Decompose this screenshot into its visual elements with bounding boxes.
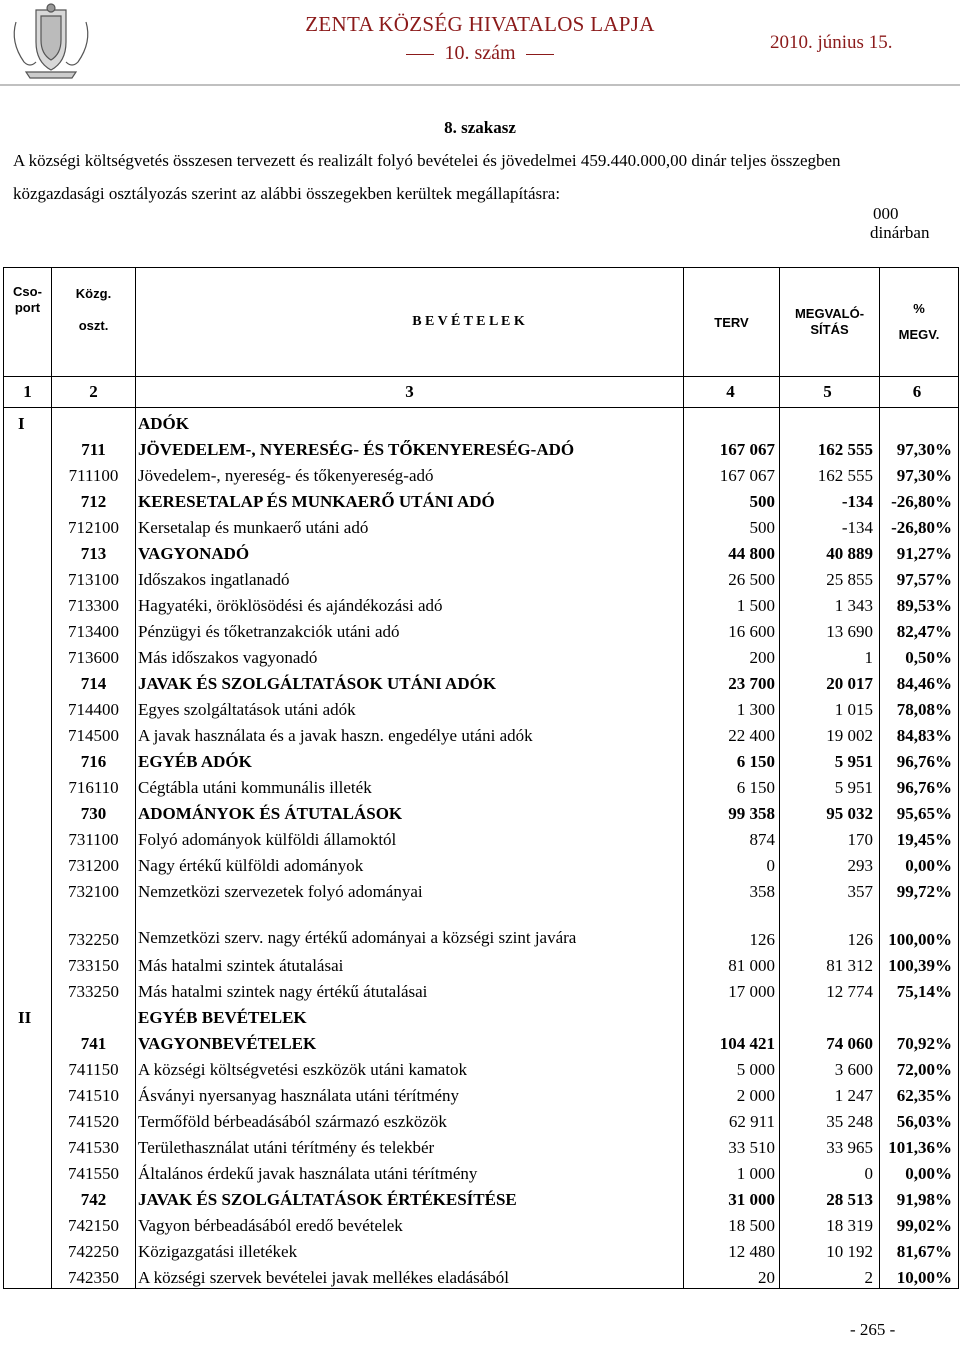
col-header-plan-label: TERV	[714, 314, 749, 330]
row-realized: 12 774	[780, 976, 880, 1002]
row-name: Kersetalap és munkaerő utáni adó	[136, 512, 684, 538]
row-group	[4, 1080, 52, 1106]
row-plan: 500	[684, 486, 780, 512]
row-code: 732250	[52, 902, 136, 950]
table-row	[4, 1080, 959, 1106]
row-percent: 81,67%	[896, 1242, 952, 1261]
row-group: II	[4, 1002, 52, 1028]
issue-dash-right	[526, 54, 554, 55]
row-group	[4, 950, 52, 976]
row-name: A községi költségvetési eszközök utáni kamatok	[136, 1054, 684, 1080]
row-plan: 16 600	[684, 616, 780, 642]
row-name: Nagy értékű külföldi adományok	[136, 850, 684, 876]
row-code: 733250	[52, 976, 136, 1002]
table-row	[4, 486, 959, 512]
table-row	[4, 616, 959, 642]
row-percent: 100,39%	[888, 956, 952, 975]
col-header-group: Cso- port	[4, 268, 52, 377]
row-realized: 33 965	[780, 1132, 880, 1158]
row-group	[4, 668, 52, 694]
row-name: VAGYONADÓ	[136, 538, 684, 564]
row-percent: 100,00%	[888, 930, 952, 949]
row-realized: 25 855	[780, 564, 880, 590]
row-realized: 357	[780, 876, 880, 902]
row-plan: 26 500	[684, 564, 780, 590]
row-code: 741510	[52, 1080, 136, 1106]
row-group	[4, 642, 52, 668]
row-percent: 72,00%	[896, 1060, 952, 1079]
row-name: VAGYONBEVÉTELEK	[136, 1028, 684, 1054]
row-plan: 358	[684, 876, 780, 902]
row-realized: 170	[780, 824, 880, 850]
row-name: JAVAK ÉS SZOLGÁLTATÁSOK UTÁNI ADÓK	[136, 668, 684, 694]
table-row	[4, 824, 959, 850]
row-code: 711100	[52, 460, 136, 486]
row-plan: 200	[684, 642, 780, 668]
row-group	[4, 538, 52, 564]
table-row	[4, 746, 959, 772]
table-row	[4, 642, 959, 668]
table-row	[4, 408, 959, 435]
row-name: Nemzetközi szervezetek folyó adományai	[136, 876, 684, 902]
row-name: ADÓK	[136, 408, 684, 435]
row-name: Vagyon bérbeadásából eredő bevételek	[136, 1210, 684, 1236]
col-header-plan	[684, 268, 780, 377]
row-code: 742350	[52, 1262, 136, 1289]
row-plan: 33 510	[684, 1132, 780, 1158]
issue-label: 10. szám	[444, 42, 516, 64]
row-percent: 97,30%	[896, 466, 952, 485]
row-name: Nemzetközi szerv. nagy értékű adományai a községi szint javára	[136, 902, 684, 950]
col-number: 4	[684, 377, 780, 408]
row-group	[4, 1262, 52, 1289]
row-realized: 18 319	[780, 1210, 880, 1236]
col-number: 5	[780, 377, 880, 408]
unit-label-currency: dinárban	[870, 223, 930, 242]
row-name: A javak használata és a javak haszn. engedélye utáni adók	[136, 720, 684, 746]
table-row	[4, 1236, 959, 1262]
row-plan: 12 480	[684, 1236, 780, 1262]
row-group	[4, 1054, 52, 1080]
row-plan: 500	[684, 512, 780, 538]
row-plan: 18 500	[684, 1210, 780, 1236]
row-group	[4, 720, 52, 746]
row-percent	[880, 408, 959, 435]
table-row	[4, 876, 959, 902]
row-code: 712100	[52, 512, 136, 538]
row-percent: 78,08%	[896, 700, 952, 719]
table-row	[4, 798, 959, 824]
row-group	[4, 512, 52, 538]
row-realized: 28 513	[780, 1184, 880, 1210]
row-plan: 31 000	[684, 1184, 780, 1210]
row-group	[4, 486, 52, 512]
coat-of-arms-logo	[6, 2, 96, 82]
row-code: 712	[52, 486, 136, 512]
row-code: 713	[52, 538, 136, 564]
table-row	[4, 460, 959, 486]
row-name: Pénzügyi és tőketranzakciók utáni adó	[136, 616, 684, 642]
row-realized: 1 247	[780, 1080, 880, 1106]
row-plan: 5 000	[684, 1054, 780, 1080]
row-code: 741530	[52, 1132, 136, 1158]
row-code: 716110	[52, 772, 136, 798]
row-plan: 22 400	[684, 720, 780, 746]
row-percent: 0,50%	[905, 648, 952, 667]
row-realized: 5 951	[780, 746, 880, 772]
row-code: 733150	[52, 950, 136, 976]
row-percent: 101,36%	[888, 1138, 952, 1157]
row-plan: 167 067	[684, 434, 780, 460]
row-name: Más időszakos vagyonadó	[136, 642, 684, 668]
row-name: Közigazgatási illetékek	[136, 1236, 684, 1262]
row-realized	[780, 1002, 880, 1028]
row-name: Hagyatéki, öröklösödési és ajándékozási adó	[136, 590, 684, 616]
table-row	[4, 538, 959, 564]
row-group	[4, 564, 52, 590]
row-plan	[684, 408, 780, 435]
table-row	[4, 720, 959, 746]
row-realized: 3 600	[780, 1054, 880, 1080]
row-plan: 6 150	[684, 772, 780, 798]
row-group	[4, 1184, 52, 1210]
row-realized: -134	[780, 486, 880, 512]
table-header-row	[4, 268, 959, 377]
column-number-row	[4, 377, 959, 408]
row-realized: 40 889	[780, 538, 880, 564]
revenue-table	[3, 267, 959, 1289]
row-realized: 13 690	[780, 616, 880, 642]
row-name: Egyes szolgáltatások utáni adók	[136, 694, 684, 720]
row-group: I	[4, 408, 52, 435]
row-percent: 91,98%	[896, 1190, 952, 1209]
table-row	[4, 1262, 959, 1289]
row-realized: 162 555	[780, 434, 880, 460]
row-percent: 97,30%	[896, 440, 952, 459]
intro-paragraph-line2: közgazdasági osztályozás szerint az alábbi összegekben kerültek megállapításra:	[13, 184, 561, 203]
row-group	[4, 1236, 52, 1262]
row-group	[4, 590, 52, 616]
col-number: 6	[880, 377, 959, 408]
table-row	[4, 976, 959, 1002]
table-row	[4, 902, 959, 950]
row-realized: 81 312	[780, 950, 880, 976]
row-plan: 874	[684, 824, 780, 850]
row-group	[4, 1210, 52, 1236]
row-name: Területhasználat utáni térítmény és telekbér	[136, 1132, 684, 1158]
row-code: 713100	[52, 564, 136, 590]
table-row	[4, 668, 959, 694]
row-group	[4, 902, 52, 950]
table-row	[4, 772, 959, 798]
row-name: Termőföld bérbeadásából származó eszközök	[136, 1106, 684, 1132]
row-code: 742	[52, 1184, 136, 1210]
row-group	[4, 798, 52, 824]
page-number: - 265 -	[850, 1320, 896, 1339]
row-plan: 23 700	[684, 668, 780, 694]
table-row	[4, 1054, 959, 1080]
row-code: 730	[52, 798, 136, 824]
row-name: Jövedelem-, nyereség- és tőkenyereség-adó	[136, 460, 684, 486]
row-code: 711	[52, 434, 136, 460]
row-name: Ásványi nyersanyag használata utáni térítmény	[136, 1080, 684, 1106]
col-header-pct: % MEGV.	[880, 268, 959, 377]
row-percent: -26,80%	[891, 492, 952, 511]
row-percent: 62,35%	[896, 1086, 952, 1105]
table-row	[4, 1132, 959, 1158]
row-percent: -26,80%	[891, 518, 952, 537]
header-divider	[0, 84, 960, 86]
row-percent: 99,02%	[896, 1216, 952, 1235]
table-row	[4, 1210, 959, 1236]
col-header-class: Közg. oszt.	[52, 268, 136, 377]
row-code: 713600	[52, 642, 136, 668]
row-code	[52, 1002, 136, 1028]
row-code	[52, 408, 136, 435]
row-realized: 293	[780, 850, 880, 876]
row-percent: 0,00%	[905, 856, 952, 875]
table-row	[4, 850, 959, 876]
row-plan: 1 000	[684, 1158, 780, 1184]
row-group	[4, 850, 52, 876]
row-realized: 2	[780, 1262, 880, 1289]
row-group	[4, 616, 52, 642]
row-realized: 126	[780, 902, 880, 950]
row-group	[4, 876, 52, 902]
col-number: 2	[52, 377, 136, 408]
row-realized: 35 248	[780, 1106, 880, 1132]
row-name: Cégtábla utáni kommunális illeték	[136, 772, 684, 798]
row-percent: 82,47%	[896, 622, 952, 641]
row-code: 731100	[52, 824, 136, 850]
row-group	[4, 824, 52, 850]
row-realized: 74 060	[780, 1028, 880, 1054]
row-name: Időszakos ingatlanadó	[136, 564, 684, 590]
row-name: EGYÉB ADÓK	[136, 746, 684, 772]
table-row	[4, 1158, 959, 1184]
row-percent: 56,03%	[896, 1112, 952, 1131]
row-plan: 1 500	[684, 590, 780, 616]
row-realized: -134	[780, 512, 880, 538]
row-plan: 167 067	[684, 460, 780, 486]
row-percent	[880, 1002, 959, 1028]
row-plan: 81 000	[684, 950, 780, 976]
row-realized: 10 192	[780, 1236, 880, 1262]
row-name: Más hatalmi szintek nagy értékű átutalásai	[136, 976, 684, 1002]
table-row	[4, 434, 959, 460]
row-realized: 1 015	[780, 694, 880, 720]
row-plan: 20	[684, 1262, 780, 1289]
row-code: 732100	[52, 876, 136, 902]
row-percent: 91,27%	[896, 544, 952, 563]
row-plan: 62 911	[684, 1106, 780, 1132]
row-code: 742150	[52, 1210, 136, 1236]
row-code: 714	[52, 668, 136, 694]
intro-paragraph-line1: A községi költségvetés összesen tervezett és realizált folyó bevételei és jövedelmei 459.440.000,00 dinár teljes összegben	[13, 151, 841, 170]
row-plan: 17 000	[684, 976, 780, 1002]
row-plan	[684, 1002, 780, 1028]
col-header-name-label: B E V É T E L E K	[412, 314, 525, 329]
row-realized: 162 555	[780, 460, 880, 486]
row-percent: 97,57%	[896, 570, 952, 589]
row-plan: 2 000	[684, 1080, 780, 1106]
row-group	[4, 1028, 52, 1054]
row-percent: 89,53%	[896, 596, 952, 615]
row-realized: 5 951	[780, 772, 880, 798]
row-percent: 99,72%	[896, 882, 952, 901]
row-group	[4, 1158, 52, 1184]
row-realized	[780, 408, 880, 435]
row-plan: 44 800	[684, 538, 780, 564]
row-code: 713300	[52, 590, 136, 616]
row-name: Folyó adományok külföldi államoktól	[136, 824, 684, 850]
col-header-real: MEGVALÓ- SÍTÁS	[780, 268, 880, 377]
row-plan: 6 150	[684, 746, 780, 772]
row-group	[4, 460, 52, 486]
table-row	[4, 512, 959, 538]
section-heading: 8. szakasz	[444, 118, 516, 137]
row-code: 716	[52, 746, 136, 772]
table-row	[4, 1106, 959, 1132]
row-percent: 0,00%	[905, 1164, 952, 1183]
row-name: JAVAK ÉS SZOLGÁLTATÁSOK ÉRTÉKESÍTÉSE	[136, 1184, 684, 1210]
row-percent: 95,65%	[896, 804, 952, 823]
row-code: 714400	[52, 694, 136, 720]
row-percent: 96,76%	[896, 778, 952, 797]
publication-date: 2010. június 15.	[770, 32, 893, 53]
table-row	[4, 1184, 959, 1210]
row-percent: 10,00%	[896, 1268, 952, 1287]
row-plan: 1 300	[684, 694, 780, 720]
row-code: 714500	[52, 720, 136, 746]
table-row	[4, 950, 959, 976]
row-code: 741150	[52, 1054, 136, 1080]
row-name: EGYÉB BEVÉTELEK	[136, 1002, 684, 1028]
unit-label-amount: 000	[873, 204, 899, 223]
row-percent: 70,92%	[896, 1034, 952, 1053]
row-name: KERESETALAP ÉS MUNKAERŐ UTÁNI ADÓ	[136, 486, 684, 512]
table-row	[4, 1028, 959, 1054]
row-realized: 20 017	[780, 668, 880, 694]
table-row	[4, 694, 959, 720]
row-group	[4, 976, 52, 1002]
row-realized: 1	[780, 642, 880, 668]
row-group	[4, 694, 52, 720]
row-group	[4, 1106, 52, 1132]
row-name: JÖVEDELEM-, NYERESÉG- ÉS TŐKENYERESÉG-ADÓ	[136, 434, 684, 460]
row-name: Más hatalmi szintek átutalásai	[136, 950, 684, 976]
row-code: 742250	[52, 1236, 136, 1262]
row-name: Általános érdekű javak használata utáni térítmény	[136, 1158, 684, 1184]
col-number: 3	[136, 377, 684, 408]
row-plan: 126	[684, 902, 780, 950]
row-realized: 19 002	[780, 720, 880, 746]
row-name: A községi szervek bevételei javak mellékes eladásából	[136, 1262, 684, 1289]
row-name: ADOMÁNYOK ÉS ÁTUTALÁSOK	[136, 798, 684, 824]
row-code: 741520	[52, 1106, 136, 1132]
row-percent: 96,76%	[896, 752, 952, 771]
row-realized: 95 032	[780, 798, 880, 824]
issue-dash-left	[406, 54, 434, 55]
issue-number	[270, 42, 690, 65]
row-plan: 0	[684, 850, 780, 876]
row-percent: 84,46%	[896, 674, 952, 693]
row-realized: 0	[780, 1158, 880, 1184]
row-group	[4, 746, 52, 772]
col-number: 1	[4, 377, 52, 408]
publication-title: ZENTA KÖZSÉG HIVATALOS LAPJA	[305, 12, 655, 36]
row-percent: 19,45%	[896, 830, 952, 849]
row-group	[4, 772, 52, 798]
row-code: 713400	[52, 616, 136, 642]
table-row	[4, 590, 959, 616]
table-row	[4, 564, 959, 590]
row-realized: 1 343	[780, 590, 880, 616]
row-plan: 104 421	[684, 1028, 780, 1054]
col-header-name	[136, 268, 684, 377]
row-percent: 75,14%	[896, 982, 952, 1001]
row-group	[4, 1132, 52, 1158]
row-code: 741550	[52, 1158, 136, 1184]
row-percent: 84,83%	[896, 726, 952, 745]
row-plan: 99 358	[684, 798, 780, 824]
row-code: 731200	[52, 850, 136, 876]
row-code: 741	[52, 1028, 136, 1054]
row-group	[4, 434, 52, 460]
table-row	[4, 1002, 959, 1028]
